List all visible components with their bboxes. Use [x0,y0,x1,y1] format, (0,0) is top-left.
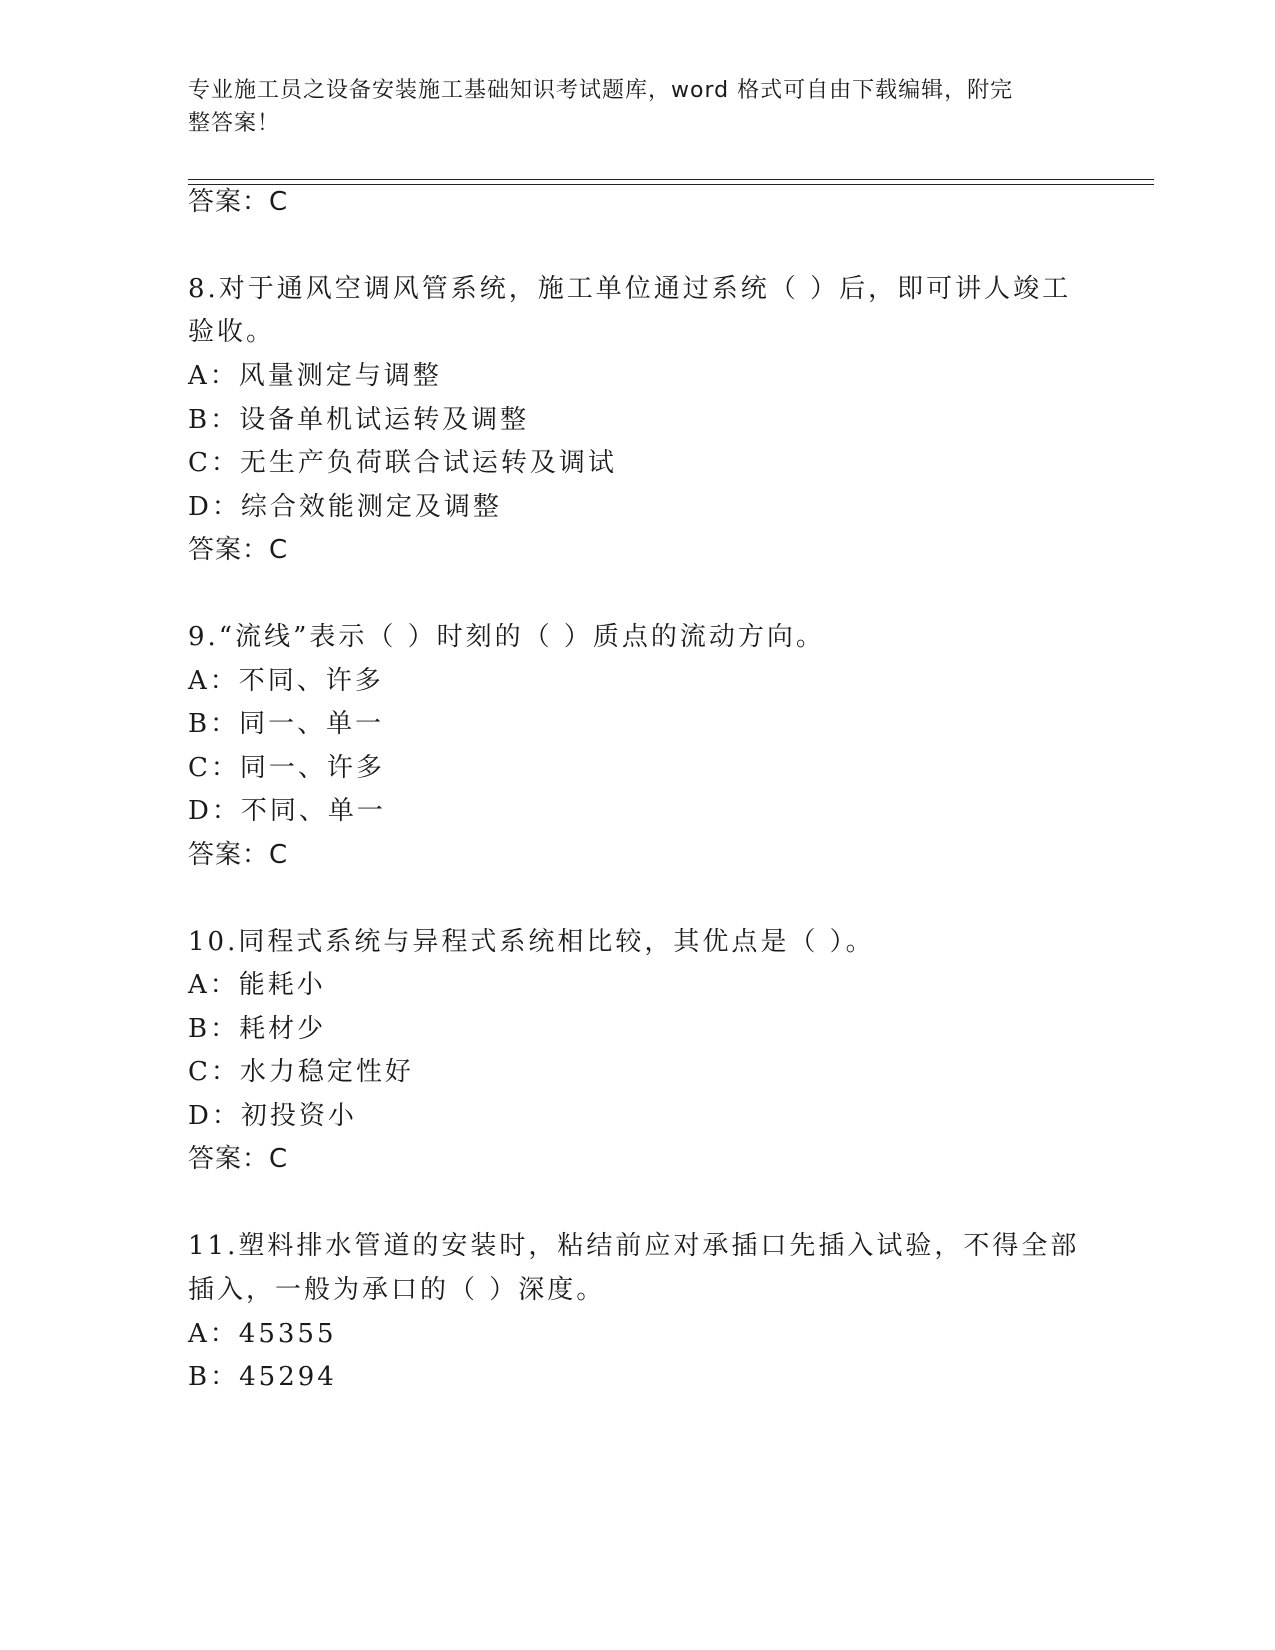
question-8-option-c: C：无生产负荷联合试运转及调试 [188,448,617,478]
question-10-option-b: B：耗材少 [188,1014,327,1044]
header-divider-bottom [188,184,1154,185]
question-8-answer: 答案：C [188,535,289,565]
header-note-line-1: 专业施工员之设备安装施工基础知识考试题库，word 格式可自由下载编辑，附完 [188,78,1014,103]
header-note [188,74,1068,140]
question-9-option-d: D：不同、单一 [188,796,386,826]
question-10-stem-line-1: 10.同程式系统与异程式系统相比较，其优点是（ ）。 [188,927,875,957]
question-10-option-c: C：水力稳定性好 [188,1057,414,1087]
question-8-stem-line-2: 验收。 [188,317,276,347]
question-9-option-c: C：同一、许多 [188,753,385,783]
question-8-option-b: B：设备单机试运转及调整 [188,405,530,435]
question-9-option-b: B：同一、单一 [188,709,385,739]
question-8-option-d: D：综合效能测定及调整 [188,492,502,522]
question-9-answer: 答案：C [188,840,289,870]
header-divider-top [188,179,1154,180]
question-11-stem-line-2: 插入，一般为承口的（ ）深度。 [188,1275,606,1305]
header-note-line-2: 整答案！ [188,111,281,136]
question-11-option-b: B：45294 [188,1362,337,1392]
question-10-option-a: A：能耗小 [188,970,326,1000]
question-11-stem-line-1: 11.塑料排水管道的安装时，粘结前应对承插口先插入试验，不得全部 [188,1231,1080,1261]
question-8-option-a: A：风量测定与调整 [188,361,442,391]
question-10-option-d: D：初投资小 [188,1101,357,1131]
question-10-answer: 答案：C [188,1144,289,1174]
question-8-stem-line-1: 8.对于通风空调风管系统，施工单位通过系统（ ）后，即可讲人竣工 [188,274,1072,304]
question-9-stem-line-1: 9.“流线”表示（ ）时刻的（ ）质点的流动方向。 [188,622,825,652]
previous-answer: 答案：C [188,187,289,217]
question-11-option-a: A：45355 [188,1319,337,1349]
question-9-option-a: A：不同、许多 [188,666,384,696]
